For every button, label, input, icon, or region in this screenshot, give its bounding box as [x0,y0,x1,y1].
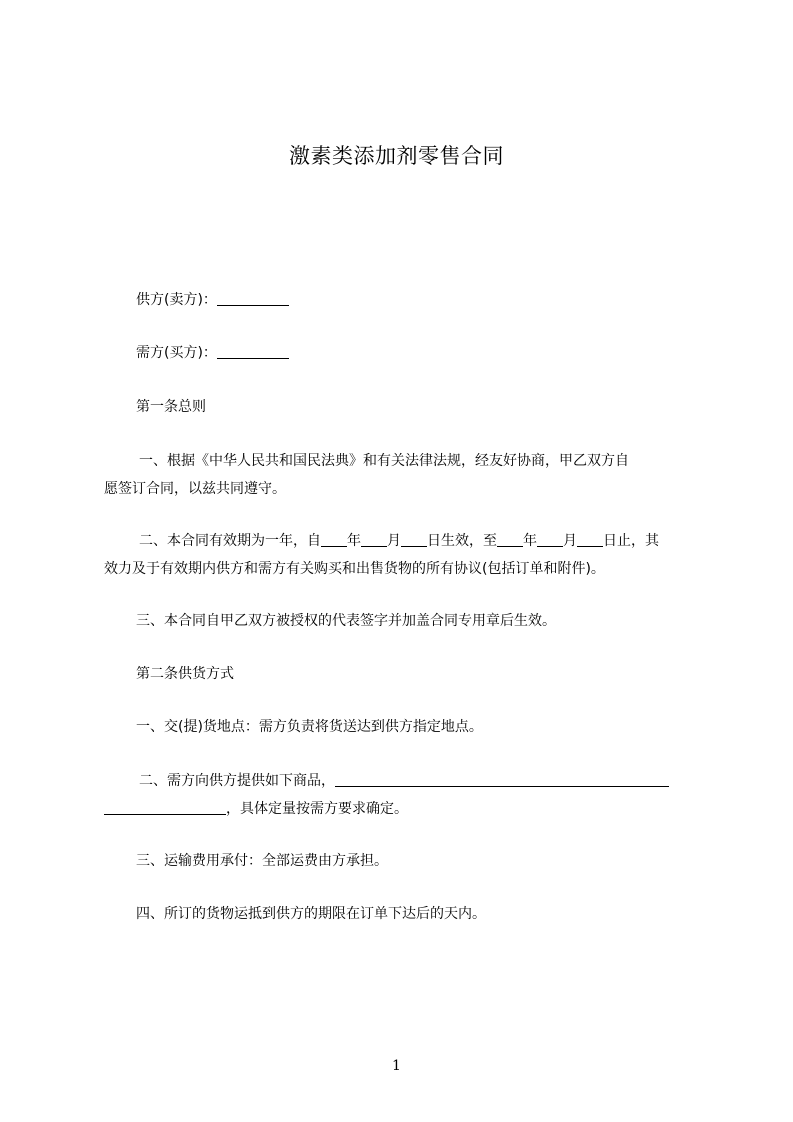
article2-item3: 三、运输费用承付：全部运费由方承担。 [136,853,388,869]
end-month-blank [537,532,563,547]
end-year-blank [497,532,523,547]
buyer-blank [217,344,289,359]
supplier-blank [217,291,289,306]
buyer-label: 需方(买方)： [136,345,217,361]
article1-item1-line1: 一、根据《中华人民共和国民法典》和有关法律法规，经友好协商，甲乙双方自 [139,453,629,469]
supplier-label: 供方(卖方)： [136,292,217,308]
start-day-blank [401,532,427,547]
article2-item2-line1: 二、需方向供方提供如下商品， [104,766,704,797]
goods-blank-line1 [335,772,669,787]
article1-item1-line2: 愿签订合同，以兹共同遵守。 [104,481,286,497]
article2-heading: 第二条供货方式 [136,666,234,682]
article2-item4: 四、所订的货物运抵到供方的期限在订单下达后的天内。 [136,906,486,922]
start-year-blank [321,532,347,547]
buyer-line [104,338,704,369]
article2-item2-line2: ，具体定量按需方要求确定。 [104,794,704,825]
start-month-blank [361,532,387,547]
article1-item2-line2: 效力及于有效期内供方和需方有关购买和出售货物的所有协议(包括订单和附件)。 [104,561,605,577]
article2-item1: 一、交(提)货地点：需方负责将货送达到供方指定地点。 [136,719,483,735]
page-number: 1 [392,1058,401,1074]
page-title: 激素类添加剂零售合同 [289,144,504,168]
article1-item2-line1: 二、本合同有效期为一年，自 年 月 日生效，至 年 月 日止，其 [139,533,659,549]
end-day-blank [577,532,603,547]
goods-blank-line2 [104,800,226,815]
supplier-line [104,285,704,316]
article1-heading: 第一条总则 [136,399,206,415]
article1-item3: 三、本合同自甲乙双方被授权的代表签字并加盖合同专用章后生效。 [136,613,556,629]
